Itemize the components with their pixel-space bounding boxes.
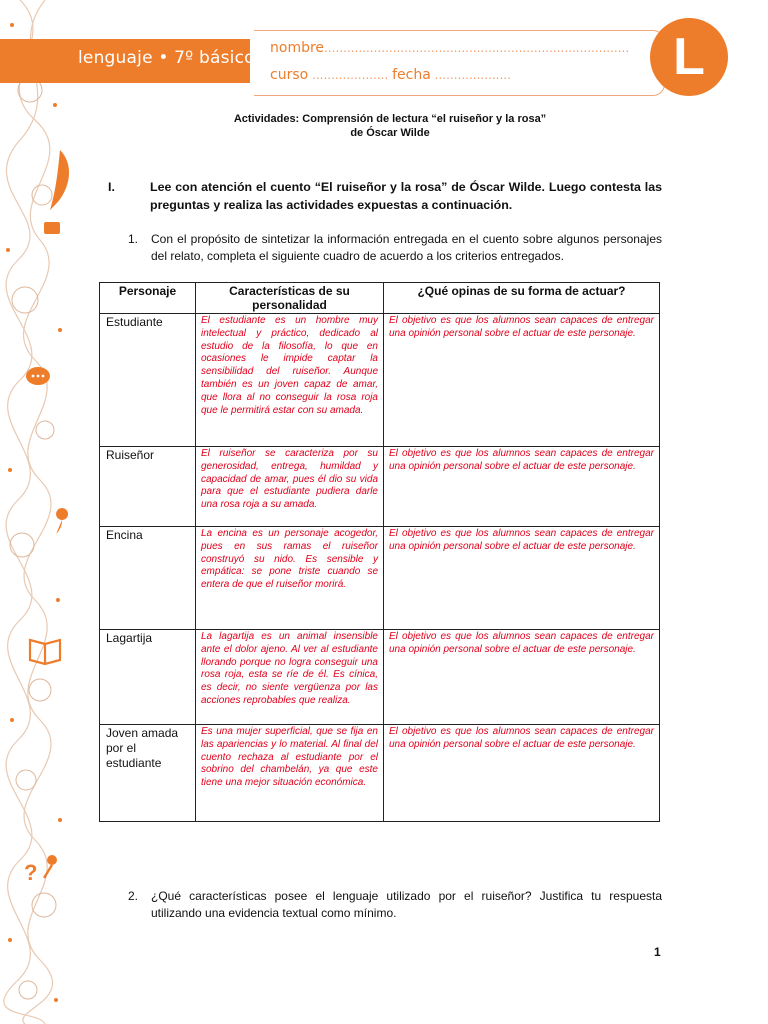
character-traits[interactable]: La lagartija es un animal insensible ante el dolor ajeno. Al ver al estudiante llorando porque no logra conseguir una rosa roja, esta se ríe de él. Es cínica, es decir, no siente vergüenza por las acciones reprobables que realiza. [196,630,384,725]
character-traits[interactable]: El ruiseñor se caracteriza por su generosidad, entrega, humildad y capacidad de amar, pues él dio su vida para que el estudiante pudiera darle una rosa roja a su amada. [196,447,384,527]
characters-table [99,282,660,822]
character-opinion[interactable]: El objetivo es que los alumnos sean capaces de entregar una opinión personal sobre el actuar de este personaje. [384,630,660,725]
inkwell-icon [44,222,60,234]
comma-icon [56,508,68,534]
table-header-row [100,283,660,314]
character-opinion[interactable]: El objetivo es que los alumnos sean capaces de entregar una opinión personal sobre el actuar de este personaje. [384,314,660,447]
title-line-2: de Óscar Wilde [350,127,430,139]
question-1 [128,231,662,265]
character-traits[interactable]: Es una mujer superficial, que se fija en las apariencias y lo material. Al final del cuento rechaza al estudiante por el sobrino del chambelán, ya que este tiene una mejor situación económica. [196,725,384,822]
page-title [180,112,600,140]
question-1-text: Con el propósito de sintetizar la información entregada en el cuento sobre algunos personajes del relato, completa el siguiente cuadro de acuerdo a los criterios entregados. [151,232,662,263]
svg-text:?: ? [24,860,38,885]
character-name: Ruiseñor [100,447,196,527]
question-1-number: 1. [128,232,139,246]
character-name: Lagartija [100,630,196,725]
character-name: Joven amada por el estudiante [100,725,196,822]
section-text: Lee con atención el cuento “El ruiseñor y la rosa” de Óscar Wilde. Luego contesta las preguntas y realiza las actividades expuestas a continuación. [150,180,662,212]
name-row[interactable]: nombre................................................................................ [270,40,630,56]
character-traits[interactable]: El estudiante es un hombre muy intelectual y práctico, dedicado al estudio de la filosofía, lo que en ocasiones le impide captar la sensibilidad del ruiseñor. Aunque también es un joven capaz de amar, que llora al no conseguir la rosa roja que le permitirá estar con su amada. [196,314,384,447]
curso-label: curso [270,67,309,83]
quill-icon [50,150,69,210]
character-opinion[interactable]: El objetivo es que los alumnos sean capaces de entregar una opinión personal sobre el actuar de este personaje. [384,447,660,527]
table-row [100,527,660,630]
curso-fecha-row[interactable]: curso .................... fecha .................... [270,67,511,83]
table-row [100,725,660,822]
fecha-label: fecha [392,67,431,83]
character-traits[interactable]: La encina es un personaje acogedor, pues en sus ramas el ruiseñor construyó su nido. Es sensible y empática: se pone triste cuando se entera de que el ruiseñor morirá. [196,527,384,630]
course-label: lenguaje • 7º básico [78,48,255,68]
title-line-1: Actividades: Comprensión de lectura “el ruiseñor y la rosa” [233,113,547,125]
speech-bubble-icon [26,367,50,385]
header-personaje: Personaje [100,283,196,314]
section-instruction [108,178,662,214]
book-icon [30,640,60,664]
nombre-label: nombre [270,40,325,56]
header-caracteristicas: Características de su personalidad [196,283,384,314]
table-row [100,314,660,447]
header-opinion: ¿Qué opinas de su forma de actuar? [384,283,660,314]
question-2 [128,888,662,922]
page-number: 1 [654,945,661,959]
character-name: Encina [100,527,196,630]
table-row [100,630,660,725]
character-opinion[interactable]: El objetivo es que los alumnos sean capaces de entregar una opinión personal sobre el actuar de este personaje. [384,725,660,822]
section-number: I. [108,180,115,194]
question-mark-icon [24,860,37,885]
character-opinion[interactable]: El objetivo es que los alumnos sean capaces de entregar una opinión personal sobre el actuar de este personaje. [384,527,660,630]
question-2-text: ¿Qué características posee el lenguaje utilizado por el ruiseñor? Justifica tu respuesta utilizando una evidencia textual como mínimo. [151,889,662,920]
table-row [100,447,660,527]
decorative-border [0,0,80,1024]
question-2-number: 2. [128,889,139,903]
student-info-box [254,30,665,96]
character-name: Estudiante [100,314,196,447]
subject-badge: L [650,18,728,96]
